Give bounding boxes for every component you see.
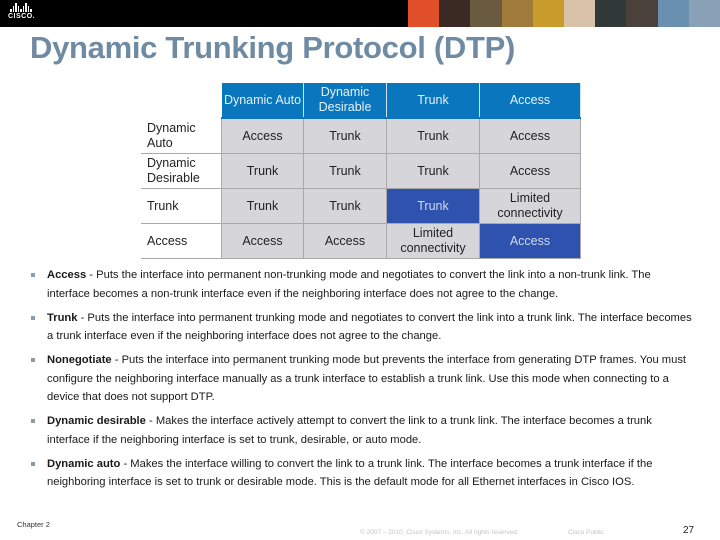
list-item — [30, 351, 695, 407]
photo-strip — [408, 0, 720, 27]
column-header: Dynamic Desirable — [304, 83, 387, 118]
table-cell: Limited connectivity — [480, 189, 581, 224]
cisco-logo-text: CISCO. — [8, 13, 36, 20]
bullet-term: Access — [47, 269, 87, 281]
page-title: Dynamic Trunking Protocol (DTP) — [30, 30, 516, 65]
bullet-icon — [31, 358, 35, 362]
bullet-text: - Makes the interface actively attempt to convert the link to a trunk link. The interface becomes a trunk interface if the neighboring interface is set to trunk, desirable, or auto mode. — [47, 415, 652, 446]
column-header: Dynamic Auto — [222, 83, 304, 118]
bullet-term: Dynamic desirable — [47, 415, 146, 427]
bullet-text: - Puts the interface into permanent trunking mode but prevents the interface from generating DTP frames. You must configure the neighboring interface manually as a trunk interface to establish a trunk link. Use this mode when connecting to a device that does not support DTP. — [47, 354, 687, 403]
table-cell-highlighted: Access — [480, 224, 581, 259]
bullet-term: Dynamic auto — [47, 457, 121, 470]
mode-description-list — [30, 266, 695, 497]
bullet-text: - Puts the interface into permanent non-trunking mode and negotiates to convert the link into a non-trunk link. The interface becomes a non-trunk interface even if the neighboring interface does not agree to the change. — [47, 269, 651, 300]
list-item — [30, 455, 695, 492]
table-cell: Access — [222, 224, 304, 259]
bullet-icon — [31, 419, 35, 423]
table-cell: Access — [480, 118, 581, 154]
table-cell: Limited connectivity — [387, 224, 480, 259]
footer-chapter: Chapter 2 — [17, 520, 50, 529]
table-row — [141, 189, 581, 224]
row-header: Dynamic Desirable — [141, 154, 222, 189]
table-cell: Access — [304, 224, 387, 259]
photo-tile — [658, 0, 689, 27]
list-item — [30, 309, 695, 346]
photo-tile — [595, 0, 626, 27]
list-item — [30, 412, 695, 449]
photo-tile — [533, 0, 564, 27]
row-header: Dynamic Auto — [141, 118, 222, 154]
photo-tile — [439, 0, 470, 27]
table-cell: Trunk — [304, 154, 387, 189]
footer-copyright: © 2007 – 2010, Cisco Systems, Inc. All rights reserved. — [360, 529, 519, 536]
table-corner — [141, 83, 222, 118]
photo-tile — [626, 0, 657, 27]
table-row — [141, 118, 581, 154]
table-row — [141, 154, 581, 189]
table-cell: Trunk — [387, 118, 480, 154]
table-cell: Trunk — [222, 189, 304, 224]
cisco-logo-bars-icon — [10, 3, 48, 12]
photo-tile — [564, 0, 595, 27]
cisco-logo — [8, 3, 48, 25]
row-header: Access — [141, 224, 222, 259]
bullet-icon — [31, 316, 35, 320]
bullet-term: Trunk — [47, 311, 78, 324]
table-cell: Trunk — [222, 154, 304, 189]
table-header-row — [141, 83, 581, 118]
list-item — [30, 266, 695, 303]
bullet-text: - Puts the interface into permanent trunking mode and negotiates to convert the link into a trunk link. The interface becomes a trunk interface even if the neighboring interface does not agree to the change. — [47, 311, 692, 342]
table-cell-highlighted: Trunk — [387, 189, 480, 224]
table-cell: Trunk — [387, 154, 480, 189]
table-cell: Access — [480, 154, 581, 189]
header-bar — [0, 0, 720, 27]
photo-tile — [689, 0, 720, 27]
bullet-icon — [31, 273, 35, 277]
bullet-text: - Makes the interface willing to convert the link to a trunk link. The interface becomes a trunk interface if the neighboring interface is set to trunk or desirable mode. This is the default mode for all Ethernet interfaces in Cisco IOS. — [47, 457, 653, 488]
page-number: 27 — [683, 525, 695, 536]
row-header: Trunk — [141, 189, 222, 224]
bullet-icon — [31, 462, 35, 466]
photo-tile — [408, 0, 439, 27]
dtp-mode-table — [141, 83, 581, 259]
bullet-term: Nonegotiate — [47, 354, 112, 366]
photo-tile — [470, 0, 501, 27]
table-row — [141, 224, 581, 259]
table-cell: Access — [222, 118, 304, 154]
photo-tile — [502, 0, 533, 27]
table-cell: Trunk — [304, 189, 387, 224]
column-header: Trunk — [387, 83, 480, 118]
footer-classification: Cisco Public — [568, 529, 604, 536]
column-header: Access — [480, 83, 581, 118]
table-cell: Trunk — [304, 118, 387, 154]
